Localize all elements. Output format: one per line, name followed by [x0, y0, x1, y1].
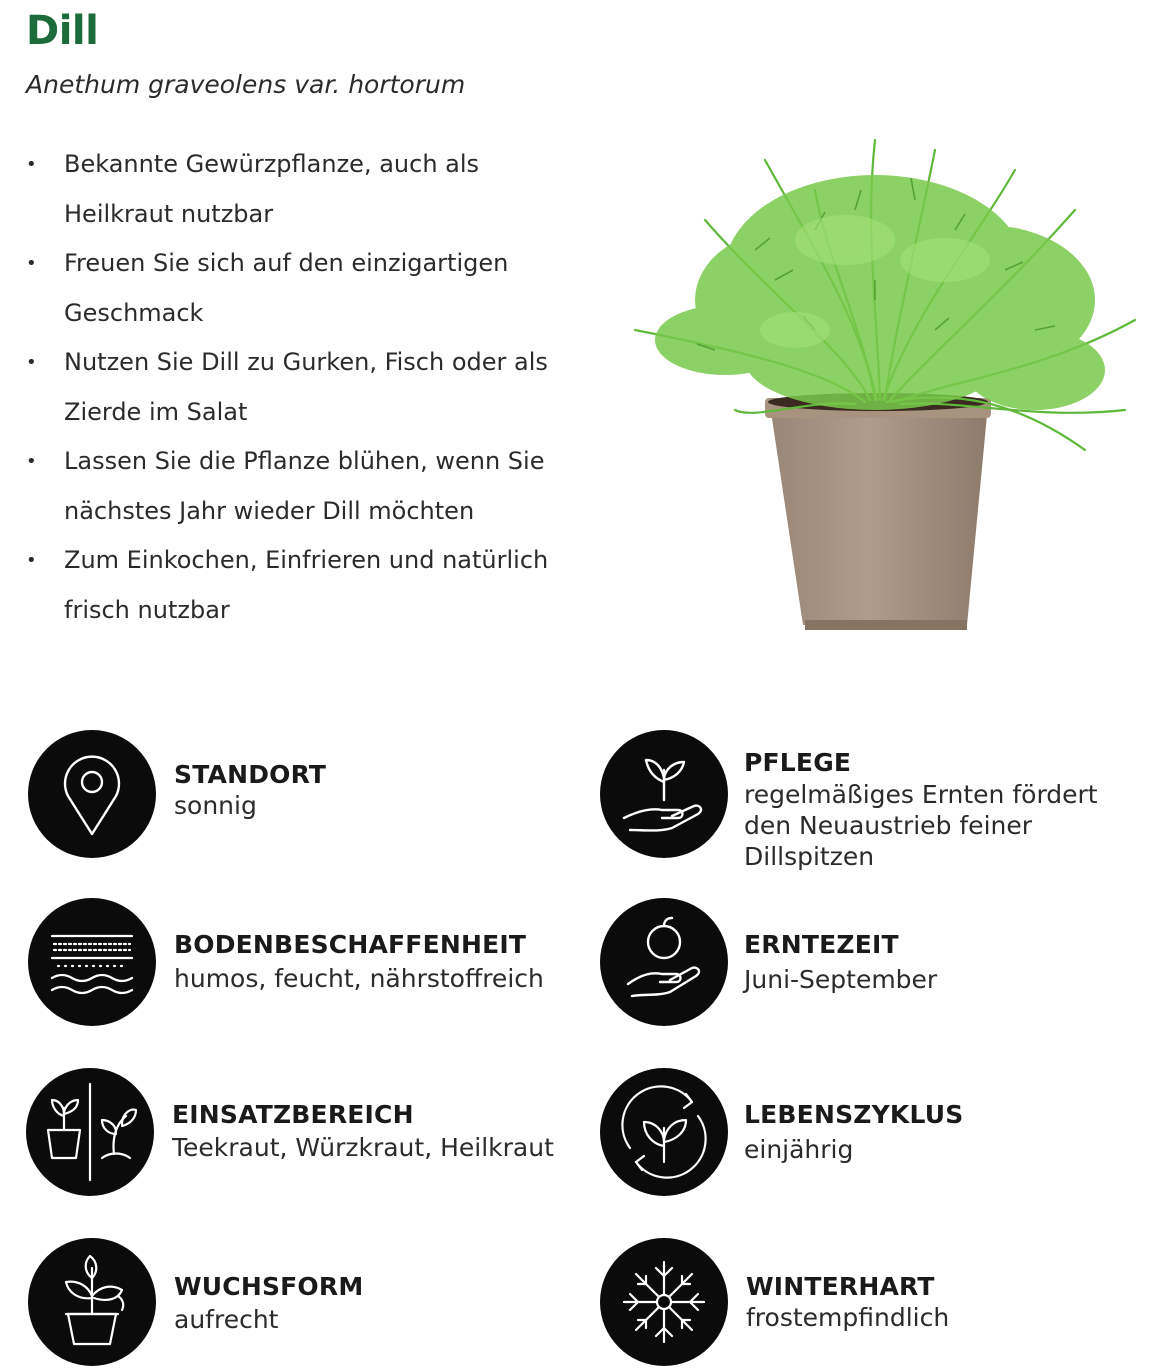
feature-value: frostempfindlich: [746, 1303, 950, 1332]
hand-fruit-icon: [600, 898, 728, 1026]
feature-title: ERNTEZEIT: [744, 930, 899, 959]
feature-standort: [28, 730, 588, 860]
feature-value: Juni-September: [744, 965, 938, 994]
product-title: Dill: [26, 8, 99, 54]
soil-layers-icon: [28, 898, 156, 1026]
feature-value: regelmäßiges Ernten fördert den Neuaustrieb feiner Dillspitzen: [744, 780, 1098, 871]
feature-title: LEBENSZYKLUS: [744, 1100, 964, 1129]
feature-erntezeit: [600, 898, 1160, 1028]
feature-winterhart: [600, 1238, 1160, 1368]
feature-lebenszyklus: [600, 1068, 1160, 1198]
feature-value: humos, feucht, nährstoffreich: [174, 964, 544, 993]
feature-value: einjährig: [744, 1135, 854, 1164]
potted-plant-icon: [28, 1238, 156, 1366]
feature-bullet-list: [26, 140, 566, 635]
feature-title: BODENBESCHAFFENHEIT: [174, 930, 527, 959]
feature-title: WINTERHART: [746, 1272, 935, 1301]
bullet-item: • Bekannte Gewürzpflanze, auch als Heilkraut nutzbar: [26, 140, 566, 239]
feature-title: STANDORT: [174, 760, 327, 789]
feature-title: PFLEGE: [744, 748, 852, 777]
feature-title: WUCHSFORM: [174, 1272, 364, 1301]
feature-value: aufrecht: [174, 1305, 279, 1334]
lifecycle-leaf-icon: [600, 1068, 728, 1196]
feature-wuchsform: [28, 1238, 588, 1368]
feature-value: Teekraut, Würzkraut, Heilkraut: [172, 1133, 554, 1162]
botanical-name: Anethum graveolens var. hortorum: [26, 70, 466, 99]
bullet-item: • Zum Einkochen, Einfrieren und natürlich frisch nutzbar: [26, 536, 566, 635]
bullet-item: • Freuen Sie sich auf den einzigartigen Geschmack: [26, 239, 566, 338]
location-pin-icon: [28, 730, 156, 858]
pot-and-ground-plant-icon: [26, 1068, 154, 1196]
bullet-item: • Lassen Sie die Pflanze blühen, wenn Sie nächstes Jahr wieder Dill möchten: [26, 437, 566, 536]
feature-value: sonnig: [174, 791, 257, 820]
dill-plant-image: [615, 130, 1155, 640]
snowflake-icon: [600, 1238, 728, 1366]
feature-pflege: [600, 730, 1160, 871]
hand-sprout-icon: [600, 730, 728, 858]
feature-boden: [28, 898, 588, 1028]
feature-title: EINSATZBEREICH: [172, 1100, 414, 1129]
feature-einsatzbereich: [26, 1068, 586, 1198]
bullet-item: • Nutzen Sie Dill zu Gurken, Fisch oder als Zierde im Salat: [26, 338, 566, 437]
